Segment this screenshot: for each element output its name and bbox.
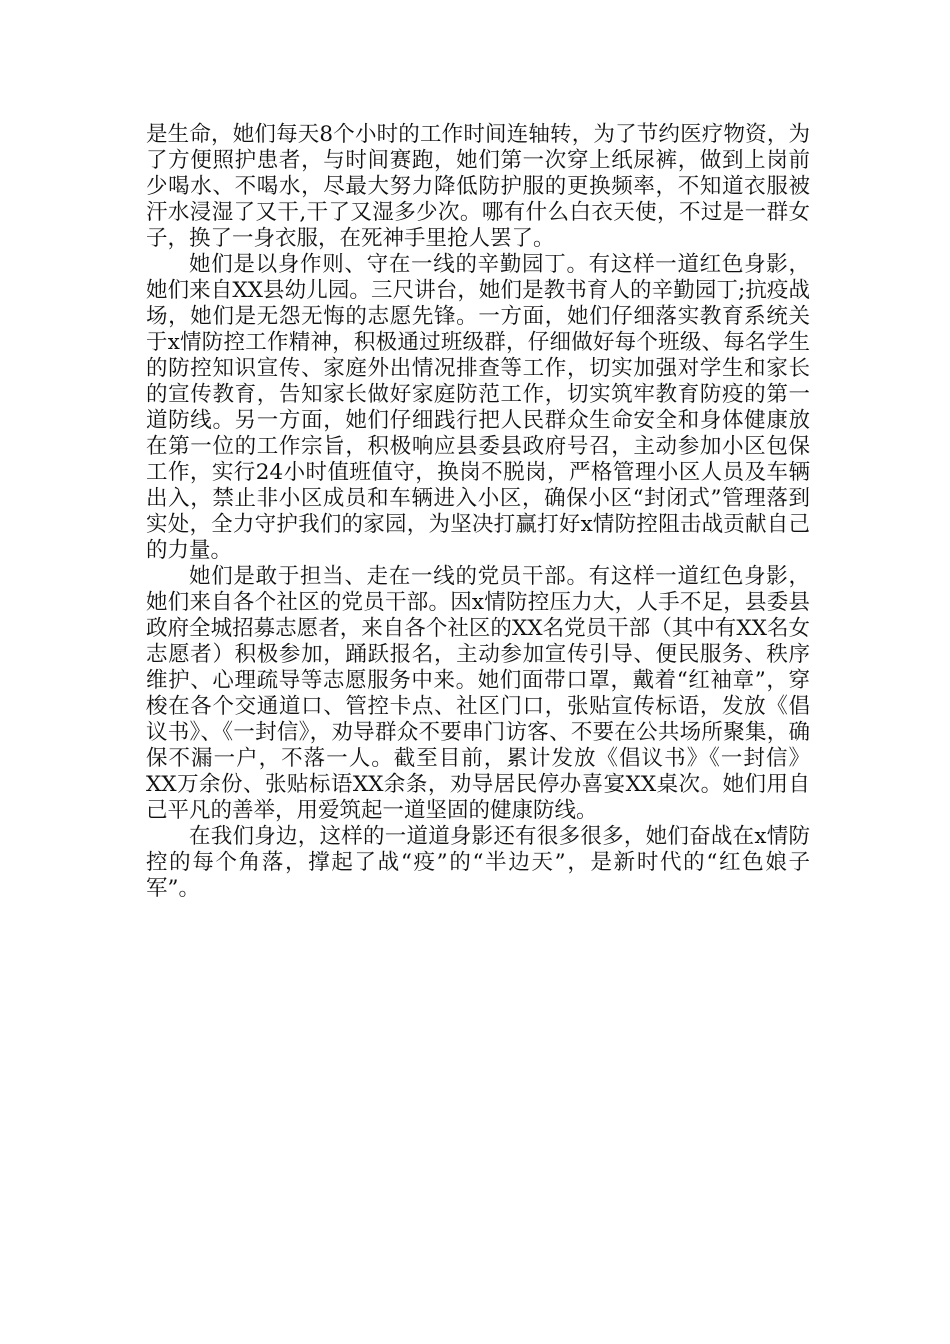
paragraph-conclusion: 在我们身边，这样的一道道身影还有很多很多，她们奋战在x情防控的每个角落，撑起了战“疫”的“半边天”，是新时代的“红色娘子军”。 [146, 824, 810, 901]
document-body [146, 122, 810, 902]
paragraph-continuation: 是生命，她们每天8个小时的工作时间连轴转，为了节约医疗物资，为了方便照护患者，与时间赛跑，她们第一次穿上纸尿裤，做到上岗前少喝水、不喝水，尽最大努力降低防护服的更换频率，不知道衣服被汗水浸湿了又干,干了又湿多少次。哪有什么白衣天使，不过是一群女子，换了一身衣服，在死神手里抢人罢了。 [146, 122, 810, 251]
paragraph-party-cadres: 她们是敢于担当、走在一线的党员干部。有这样一道红色身影，她们来自各个社区的党员干部。因x情防控压力大，人手不足，县委县政府全城招募志愿者，来自各个社区的XX名党员干部（其中有XX名女志愿者）积极参加，踊跃报名，主动参加宣传引导、便民服务、秩序维护、心理疏导等志愿服务中来。她们面带口罩，戴着“红袖章”，穿梭在各个交通道口、管控卡点、社区门口，张贴宣传标语，发放《倡议书》、《一封信》，劝导群众不要串门访客、不要在公共场所聚集，确保不漏一户，不落一人。截至目前，累计发放《倡议书》《一封信》XX万余份、张贴标语XX余条，劝导居民停办喜宴XX桌次。她们用自己平凡的善举，用爱筑起一道坚固的健康防线。 [146, 564, 810, 823]
paragraph-kindergarten-teachers: 她们是以身作则、守在一线的辛勤园丁。有这样一道红色身影，她们来自XX县幼儿园。三尺讲台，她们是教书育人的辛勤园丁;抗疫战场，她们是无怨无悔的志愿先锋。一方面，她们仔细落实教育系统关于x情防控工作精神，积极通过班级群，仔细做好每个班级、每名学生的防控知识宣传、家庭外出情况排查等工作，切实加强对学生和家长的宣传教育，告知家长做好家庭防范工作，切实筑牢教育防疫的第一道防线。另一方面，她们仔细践行把人民群众生命安全和身体健康放在第一位的工作宗旨，积极响应县委县政府号召，主动参加小区包保工作，实行24小时值班值守，换岗不脱岗，严格管理小区人员及车辆出入，禁止非小区成员和车辆进入小区，确保小区“封闭式”管理落到实处，全力守护我们的家园，为坚决打赢打好x情防控阻击战贡献自己的力量。 [146, 252, 810, 563]
